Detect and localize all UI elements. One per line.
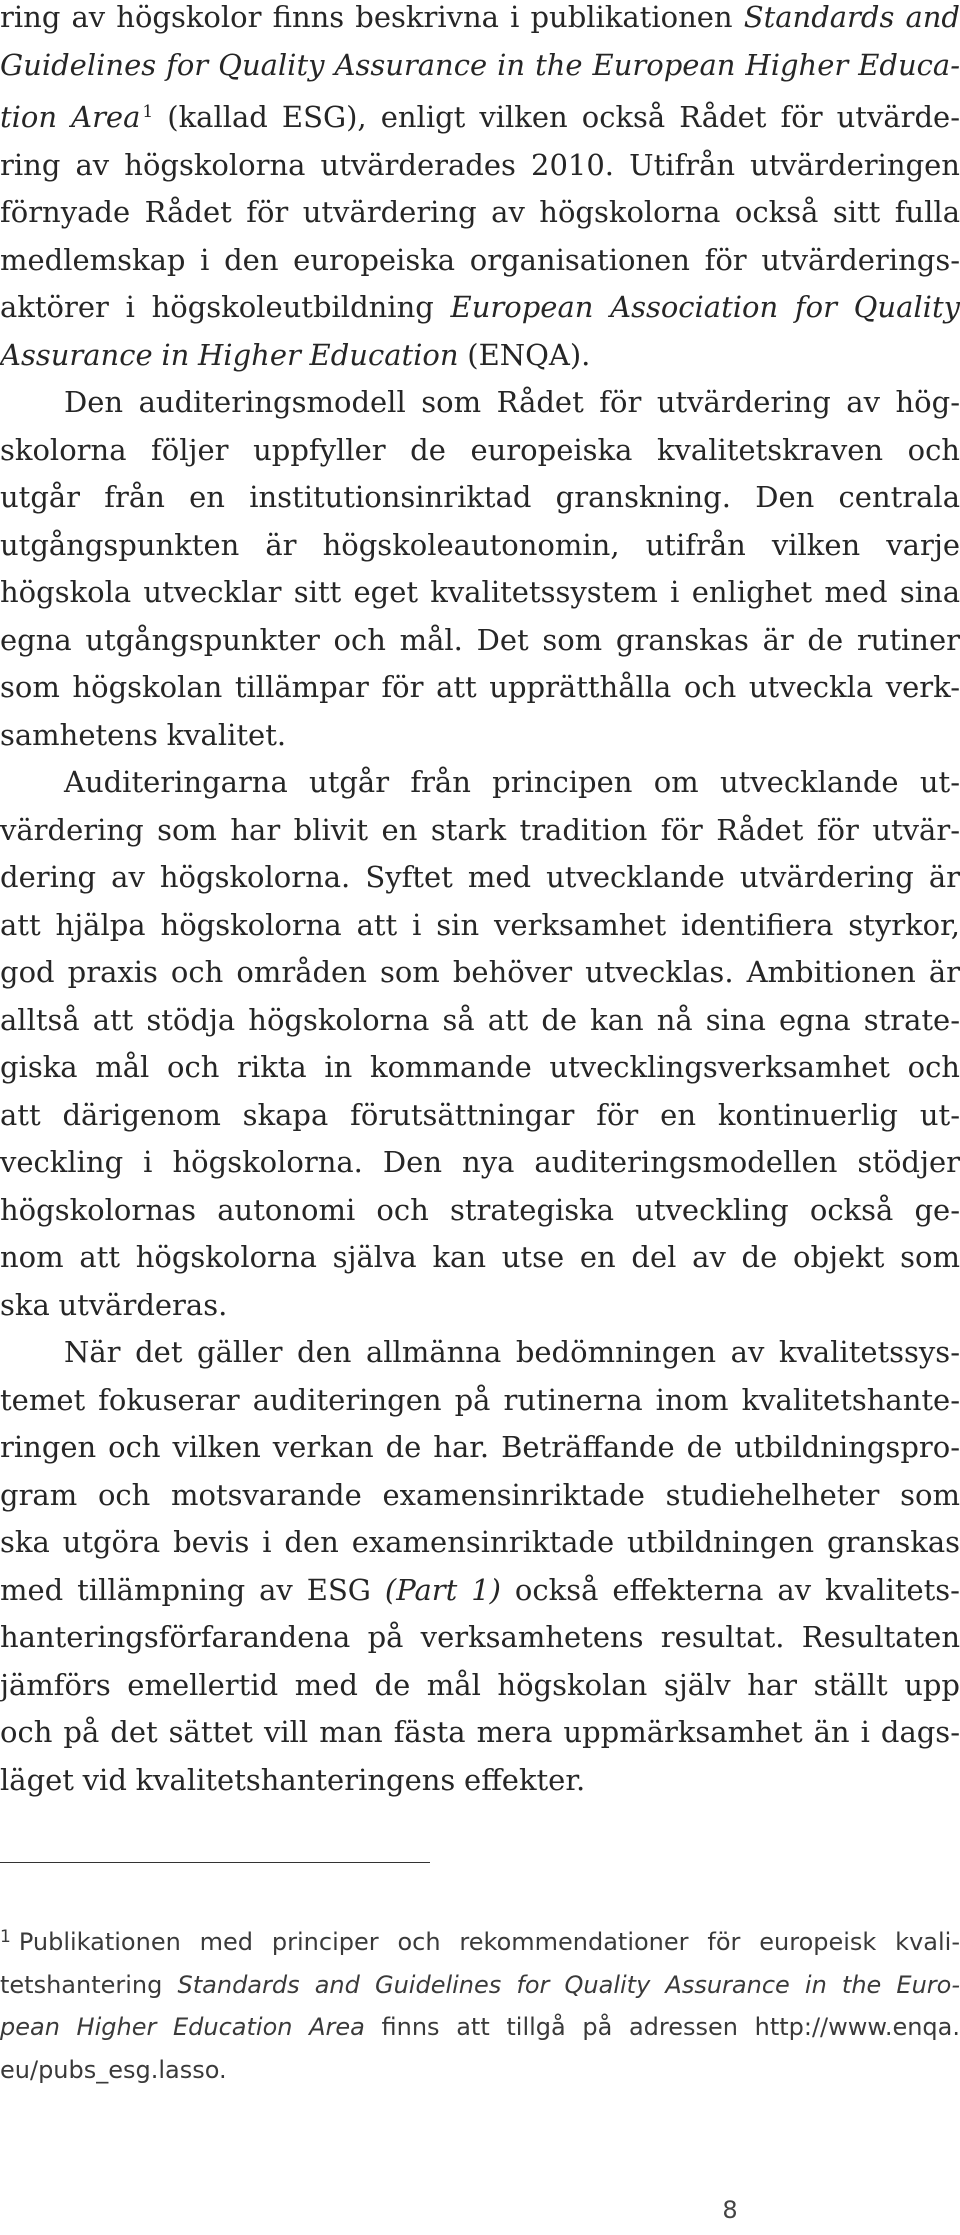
text-line: nom att högskolorna själva kan utse en del av de objekt som <box>0 1240 960 1274</box>
text-line: värdering som har blivit en stark tradition för Rådet för utvär- <box>0 812 960 847</box>
text-line: ska utgöra bevis i den examensinriktade utbildningen granskas <box>0 1525 960 1559</box>
text-line: utgångspunkten är högskoleautonomin, utifrån vilken varje <box>0 527 960 562</box>
text-line: ringen och vilken verkan de har. Beträffande de utbildningspro- <box>0 1430 960 1464</box>
paragraph-auditing-model <box>0 379 960 759</box>
text-line: temet fokuserar auditeringen på rutinerna inom kvalitetshante- <box>0 1382 960 1417</box>
text-line: egna utgångspunkter och mål. Det som granskas är de rutiner <box>0 622 960 657</box>
page-number: 8 <box>722 2196 738 2224</box>
text-line: Den auditeringsmodell som Rådet för utvärdering av hög- <box>64 385 960 419</box>
text-line: Assurance in Higher Education (ENQA). <box>0 337 591 372</box>
paragraph-intro-continued <box>0 0 960 379</box>
footnote-line: eu/pubs_esg.lasso. <box>0 2055 227 2084</box>
footnote-mark: 1 <box>0 1927 11 1947</box>
text-line: läget vid kvalitetshanteringens effekter. <box>0 1762 586 1797</box>
text-line: ska utvärderas. <box>0 1287 228 1322</box>
text-line: Auditeringarna utgår från principen om utvecklande ut- <box>64 765 960 799</box>
text-line: veckling i högskolorna. Den nya auditeringsmodellen stödjer <box>0 1145 960 1179</box>
text-line: tion Area $^1$ (kallad ESG), enligt vilken också Rådet för utvärde- <box>0 100 960 134</box>
text-line: och på det sättet vill man fästa mera uppmärksamhet än i dags- <box>0 1715 960 1749</box>
text-line: dering av högskolorna. Syftet med utvecklande utvärdering är <box>0 860 960 894</box>
italic-title: pean Higher Education Area <box>0 2013 365 2041</box>
text-line: giska mål och rikta in kommande utvecklingsverksamhet och <box>0 1050 960 1084</box>
text-line: högskola utvecklar sitt eget kvalitetssystem i enlighet med sina <box>0 575 960 609</box>
italic-title: tion Area <box>0 100 141 134</box>
text-line: god praxis och områden som behöver utvecklas. Ambitionen är <box>0 955 960 989</box>
footnote <box>0 1916 960 2091</box>
paragraph-developing-evaluation <box>0 759 960 1329</box>
italic-title: Assurance in Higher Education <box>0 337 459 372</box>
text-line: jämförs emellertid med de mål högskolan själv har ställt upp <box>0 1667 960 1702</box>
italic-title: Guidelines for Quality Assurance in the European Higher Educa- <box>0 47 960 82</box>
text-line: hanteringsförfarandena på verksamhetens resultat. Resultaten <box>0 1620 960 1654</box>
text-line: ring av högskolor finns beskrivna i publikationen Standards and <box>0 0 960 34</box>
text-line: medlemskap i den europeiska organisationen för utvärderings- <box>0 242 960 277</box>
text-line: att därigenom skapa förutsättningar för en kontinuerlig ut- <box>0 1097 960 1132</box>
italic-title: Standards and <box>743 0 960 34</box>
text-line: som högskolan tillämpar för att upprätthålla och utveckla verk- <box>0 670 960 704</box>
italic-title: Standards and Guidelines for Quality Assurance in the Euro- <box>177 1970 960 1999</box>
text-line: att hjälpa högskolorna att i sin verksamhet identifiera styrkor, <box>0 907 960 942</box>
text-line: utgår från en institutionsinriktad granskning. Den centrala <box>0 480 960 514</box>
text-line <box>0 42 960 90</box>
italic-title: (Part 1) <box>384 1572 501 1607</box>
text-line: aktörer i högskoleutbildning European Association for Quality <box>0 290 960 324</box>
paragraph-quality-systems <box>0 1329 960 1804</box>
footnote-line: tetshantering Standards and Guidelines for Quality Assurance in the Euro- <box>0 1970 960 1999</box>
text-line: alltså att stödja högskolorna så att de kan nå sina egna strate- <box>0 1002 960 1037</box>
footnote-line: $^1$ Publikationen med principer och rekommendationer för europeisk kvali- <box>0 1927 960 1956</box>
text-line: högskolornas autonomi och strategiska utveckling också ge- <box>0 1192 960 1227</box>
text-line: med tillämpning av ESG (Part 1) också effekterna av kvalitets- <box>0 1572 960 1607</box>
text-line: förnyade Rådet för utvärdering av högskolorna också sitt fulla <box>0 195 960 229</box>
italic-title: European Association for Quality <box>450 290 960 324</box>
footnote-divider <box>0 1862 430 1863</box>
footnote-line: pean Higher Education Area finns att tillgå på adressen http://www.enqa. <box>0 2013 960 2041</box>
text-line: När det gäller den allmänna bedömningen av kvalitetssys- <box>64 1335 960 1369</box>
text-line: samhetens kvalitet. <box>0 717 287 752</box>
text-line: gram och motsvarande examensinriktade studiehelheter som <box>0 1477 960 1512</box>
footnote-reference: 1 <box>142 102 154 122</box>
text-line: skolorna följer uppfyller de europeiska kvalitetskraven och <box>0 432 960 467</box>
text-line: ring av högskolorna utvärderades 2010. Utifrån utvärderingen <box>0 147 960 182</box>
